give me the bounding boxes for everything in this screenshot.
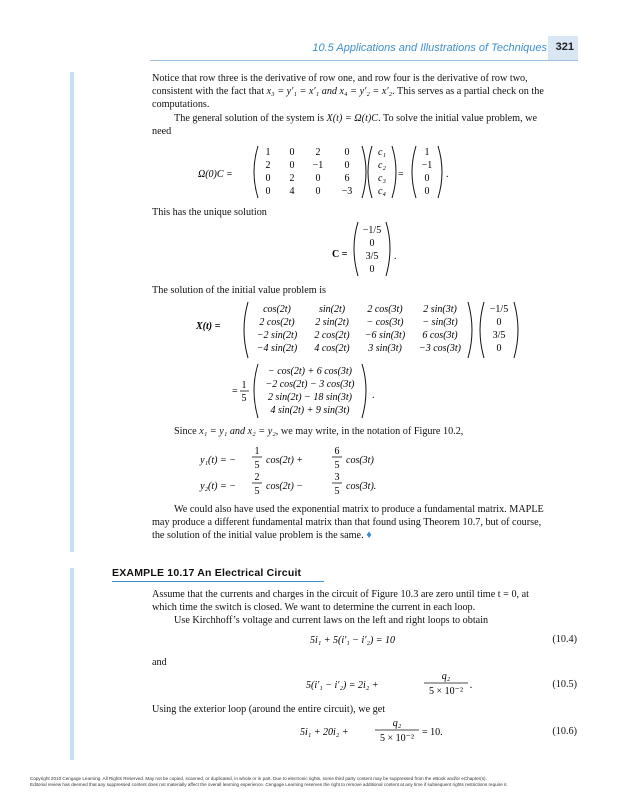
m22: 0	[315, 173, 321, 184]
y2-f1-den: 5	[254, 486, 260, 497]
m20: 0	[265, 173, 271, 184]
w23: 6 cos(3t)	[422, 330, 458, 341]
cv1: −1/5	[489, 304, 509, 315]
omega-t-matrix	[257, 304, 462, 354]
cv4: 0	[496, 343, 502, 354]
y-equations	[199, 446, 376, 497]
m23: 6	[344, 173, 350, 184]
factor-num: 1	[241, 380, 247, 391]
r1: 1	[424, 147, 430, 158]
eq-10-4: 5i₁ + 5(i′₁ − i′₂) = 10	[310, 635, 396, 646]
y1-mid: cos(2t) +	[266, 455, 304, 466]
x-solution-equation	[195, 302, 518, 418]
example-paragraph-3: Using the exterior loop (around the entire circuit), we get	[152, 704, 386, 715]
copyright-footer: Copyright 2010 Cengage Learning. All Rights Reserved. May not be copied, scanned, or duplicated, in whole or in part. Due to electronic rights, some third party content may be suppressed from the eBook and/or eChapter(s). Editorial review has deemed that any suppressed content does not materially affect the overall learning experience. Cengage Learning reserves the right to remove additional content at any time if subsequent rights restrictions require it.	[30, 776, 508, 788]
svg-text:.: .	[372, 390, 375, 401]
x-result-vector	[265, 366, 355, 416]
w12: − cos(3t)	[366, 317, 404, 328]
r2: −1	[421, 160, 433, 171]
y2-f1-num: 2	[254, 472, 260, 483]
w03: 2 sin(3t)	[423, 304, 457, 315]
w20: −2 sin(2t)	[256, 330, 298, 341]
x-lhs: X(t) =	[196, 321, 221, 332]
m21: 2	[289, 173, 295, 184]
paragraph-6: We could also have used the exponential matrix to produce a fundamental matrix. MAPLE may produce a different fundamental matrix than that found using Theorem 10.7, but of course, the solution of the initial value problem is the same. ♦	[152, 504, 544, 541]
cs4: 0	[369, 264, 375, 275]
eq-10-5-num: q₂	[441, 671, 451, 682]
w02: 2 cos(3t)	[367, 304, 403, 315]
y1-f2-den: 5	[334, 460, 340, 471]
svg-text:.: .	[470, 680, 473, 691]
omega0-equation	[198, 146, 449, 198]
svg-text:=: =	[398, 169, 404, 180]
w11: 2 sin(2t)	[315, 317, 349, 328]
y1-lhs: y₁(t) = −	[200, 455, 236, 466]
y2-f2-num: 3	[334, 472, 340, 483]
w31: 4 cos(2t)	[314, 343, 350, 354]
m10: 2	[265, 160, 271, 171]
c1: c₁	[378, 147, 386, 158]
m33: −3	[341, 186, 353, 197]
paragraph-4: The solution of the initial value problem is	[152, 285, 327, 296]
end-of-proof-icon: ♦	[366, 529, 372, 541]
m11: 0	[289, 160, 295, 171]
y2-lhs: y₂(t) = −	[200, 481, 236, 492]
example-and: and	[152, 657, 167, 668]
cv2: 0	[496, 317, 502, 328]
c-lhs: C =	[332, 249, 348, 260]
xr2: −2 cos(2t) − 3 cos(3t)	[265, 379, 355, 390]
paragraph-2: The general solution of the system is X(t) = Ω(t)C. To solve the initial value problem, we need	[152, 113, 538, 137]
eq-10-6-lhs: 5i₁ + 20i₂ +	[300, 727, 349, 738]
omega0-lhs: Ω(0)C =	[198, 169, 233, 180]
eq-num-10-4: (10.4)	[552, 634, 577, 645]
y1-end: cos(3t)	[346, 455, 374, 466]
m02: 2	[315, 147, 321, 158]
c-solution-vector-2	[490, 304, 508, 354]
m01: 0	[289, 147, 295, 158]
rhs-vector	[422, 147, 433, 197]
example-equations	[300, 635, 473, 744]
y2-end: cos(3t).	[346, 481, 377, 492]
cs1: −1/5	[362, 225, 382, 236]
m31: 4	[289, 186, 295, 197]
eq-10-5-den: 5 × 10⁻²	[429, 686, 463, 697]
c-vector	[378, 147, 386, 197]
m30: 0	[265, 186, 271, 197]
eq-num-10-6: (10.6)	[552, 726, 577, 737]
m12: −1	[312, 160, 324, 171]
c4: c₄	[378, 186, 386, 197]
paragraph-5: Since x₁ = y₁ and x₂ = y₂, we may write, in the notation of Figure 10.2,	[174, 426, 464, 437]
eq-10-5-lhs: 5(i′₁ − i′₂) = 2i₂ +	[306, 680, 379, 691]
w32: 3 sin(3t)	[368, 343, 402, 354]
w01: sin(2t)	[318, 304, 346, 315]
paragraph-3: This has the unique solution	[152, 207, 267, 218]
eq-10-6-den: 5 × 10⁻²	[380, 733, 414, 744]
page-number: 321	[555, 41, 574, 53]
example-paragraph-1: Assume that the currents and charges in the circuit of Figure 10.3 are zero until time t = 0, at which time the switch is closed. We want to determine the current in each loop. Use Kirchhoff’s voltage and current laws on the left and right loops to obtain	[152, 589, 530, 626]
cs3: 3/5	[365, 251, 379, 262]
w22: −6 sin(3t)	[364, 330, 406, 341]
y1-f1-den: 5	[254, 460, 260, 471]
svg-text:=: =	[232, 386, 238, 397]
svg-text:.: .	[394, 251, 397, 262]
cs2: 0	[369, 238, 375, 249]
y2-mid: cos(2t) −	[266, 481, 304, 492]
xr1: − cos(2t) + 6 cos(3t)	[267, 366, 353, 377]
omega0-matrix	[266, 147, 353, 197]
w33: −3 cos(3t)	[418, 343, 462, 354]
w30: −4 sin(2t)	[256, 343, 298, 354]
m32: 0	[315, 186, 321, 197]
c3: c₃	[378, 173, 386, 184]
svg-text:.: .	[446, 169, 449, 180]
cv3: 3/5	[492, 330, 506, 341]
y1-f1-num: 1	[254, 446, 260, 457]
m00: 1	[265, 147, 271, 158]
m13: 0	[344, 160, 350, 171]
w13: − sin(3t)	[422, 317, 458, 328]
running-title: 10.5 Applications and Illustrations of Techniques	[312, 42, 547, 54]
y1-f2-num: 6	[334, 446, 340, 457]
r3: 0	[424, 173, 430, 184]
eq-10-6-rhs: = 10.	[422, 727, 443, 738]
y2-f2-den: 5	[334, 486, 340, 497]
r4: 0	[424, 186, 430, 197]
c-solution-vector	[363, 225, 381, 275]
general-solution: X(t) = Ω(t)C	[326, 113, 379, 124]
m03: 0	[344, 147, 350, 158]
w10: 2 cos(2t)	[259, 317, 295, 328]
eq-10-6-num: q₂	[392, 718, 402, 729]
xr3: 2 sin(2t) − 18 sin(3t)	[268, 392, 352, 403]
w00: cos(2t)	[263, 304, 291, 315]
xr4: 4 sin(2t) + 9 sin(3t)	[270, 405, 350, 416]
w21: 2 cos(2t)	[314, 330, 350, 341]
since-relation: x₁ = y₁ and x₂ = y₂	[199, 426, 276, 437]
c-solution-equation	[332, 222, 397, 276]
relation-derivatives: x₃ = y′₁ = x′₁ and x₄ = y′₂ = x′₂	[266, 86, 393, 97]
c2: c₂	[378, 160, 386, 171]
factor-den: 5	[241, 393, 247, 404]
example-title-rule	[112, 581, 324, 582]
eq-num-10-5: (10.5)	[552, 679, 577, 690]
example-title: EXAMPLE 10.17 An Electrical Circuit	[112, 567, 302, 579]
paragraph-1: Notice that row three is the derivative of row one, and row four is the derivative of row two, consistent with the fact that x₃ = y′₁ = x′₁ and x₄ = y′₂ = x′₂. This serves as a partial check on the computations.	[152, 73, 544, 110]
